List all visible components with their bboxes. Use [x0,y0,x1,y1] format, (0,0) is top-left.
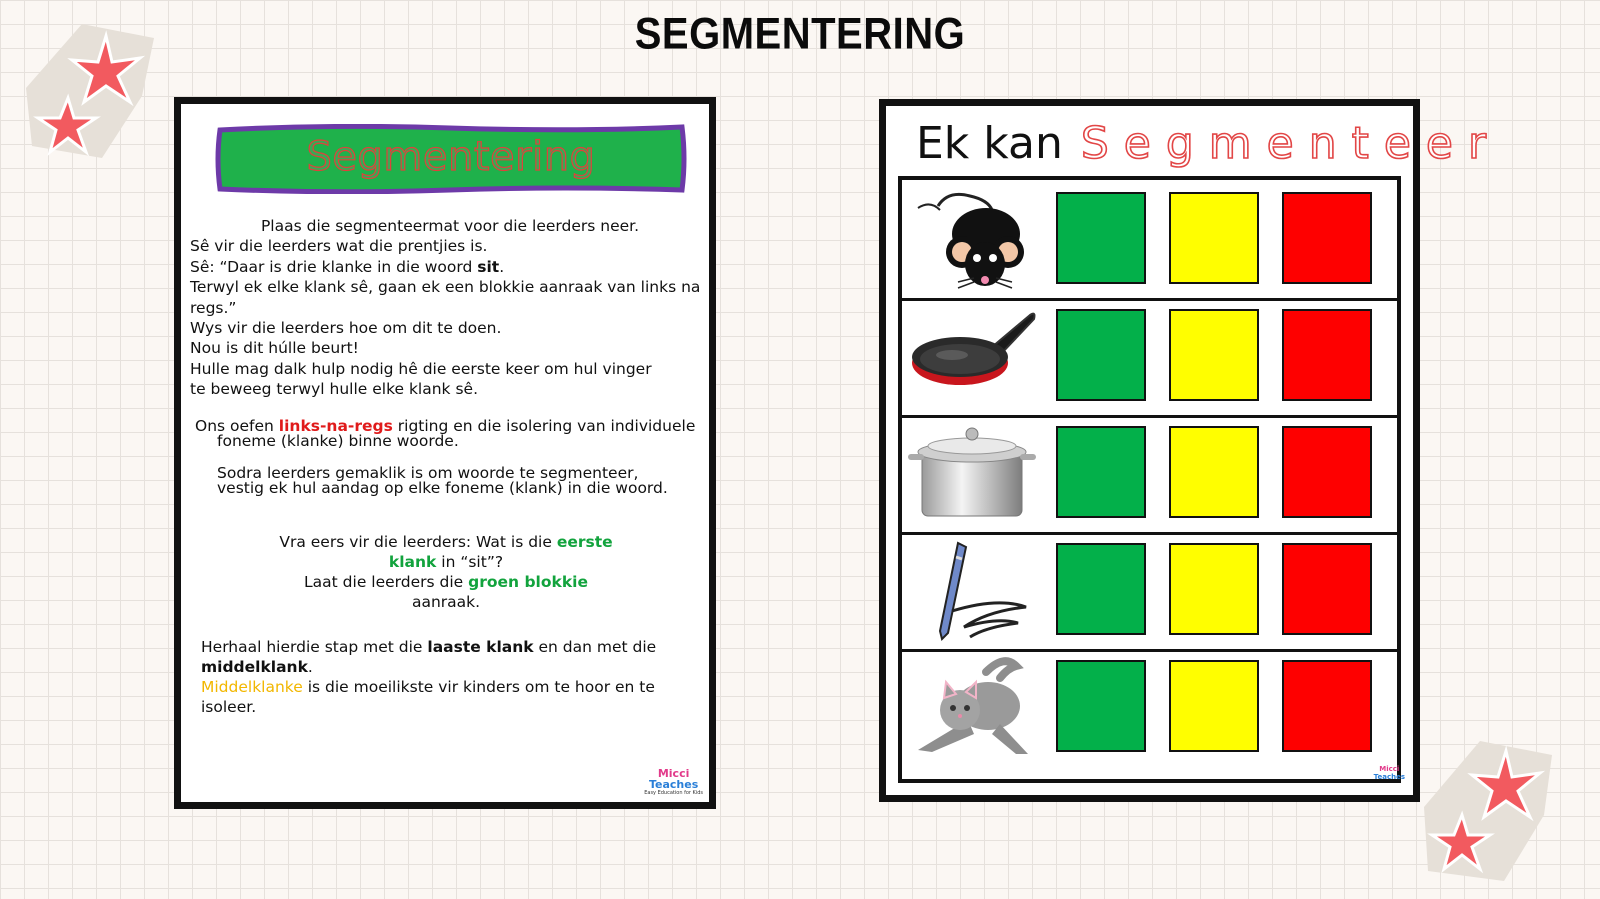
red-box[interactable] [1282,309,1372,401]
mat-row [902,414,1397,535]
instructions-card [174,97,716,809]
yellow-box[interactable] [1169,660,1259,752]
focus-paragraph: Sodra leerders gemaklik is om woorde te segmenteer, vestig ek hul aandag op elke foneme (klank) in die woord. [217,464,668,497]
instruction-line-2: Sê vir die leerders wat die prentjies is. [190,237,488,256]
instruction-line-5: Wys vir die leerders hoe om dit te doen. [190,319,502,338]
red-box[interactable] [1282,426,1372,518]
ask-paragraph: Vra eers vir die leerders: Wat is die eerste klank in “sit”? Laat die leerders die groen blokkie aanraak. [279,533,613,611]
green-box[interactable] [1056,426,1146,518]
green-box[interactable] [1056,660,1146,752]
banner-title: Segmentering [306,134,596,180]
mat-row [902,648,1397,769]
red-box[interactable] [1282,192,1372,284]
cat-picture [908,654,1038,762]
micci-teaches-logo-small: Micci Teaches [1373,765,1405,781]
frying-pan-picture [908,303,1038,411]
yellow-box[interactable] [1169,426,1259,518]
instruction-line-3: Sê: “Daar is drie klanke in die woord sit. [190,257,505,276]
yellow-box[interactable] [1169,309,1259,401]
page-title: SEGMENTERING [634,9,966,59]
instruction-line-4: Terwyl ek elke klank sê, gaan ek een blokkie aanraak van links na regs.” [190,278,701,317]
mat-row [902,297,1397,418]
title-banner [214,124,688,194]
yellow-box[interactable] [1169,192,1259,284]
mouse-picture [908,186,1038,294]
green-box[interactable] [1056,309,1146,401]
mat-title-part-2: Segmenteer [1080,118,1502,169]
mat-title-part-1: Ek kan [916,118,1063,169]
mat-row [902,531,1397,652]
segmenting-grid [898,176,1401,783]
instruction-line-1: Plaas die segmenteermat voor die leerders neer. [260,217,640,235]
yellow-box[interactable] [1169,543,1259,635]
green-box[interactable] [1056,192,1146,284]
stars-top-left-icon [22,18,162,168]
instructions-text [190,216,710,400]
red-box[interactable] [1282,660,1372,752]
micci-teaches-logo: Micci Teaches Easy Education for Kids [644,767,703,796]
stars-bottom-right-icon [1420,735,1560,885]
repeat-paragraph: Herhaal hierdie stap met die laaste klank en dan met die middelklank. Middelklanke is die moeilikste vir kinders om te hoor en te isoleer. [201,638,657,716]
instruction-line-6: Nou is dit húlle beurt! [190,339,359,358]
practice-paragraph: Ons oefen links-na-regs rigting en die isolering van individuele foneme (klanke) binne woorde. [195,417,696,450]
segmenting-mat-card [879,99,1502,802]
mat-row [902,180,1397,301]
mat-title [916,118,1501,169]
green-box[interactable] [1056,543,1146,635]
instruction-line-7: Hulle mag dalk hulp nodig hê die eerste keer om hul vinger te beweeg terwyl hulle elke klank sê. [190,359,652,399]
pen-picture [908,537,1038,645]
pot-picture [908,420,1038,528]
red-box[interactable] [1282,543,1372,635]
